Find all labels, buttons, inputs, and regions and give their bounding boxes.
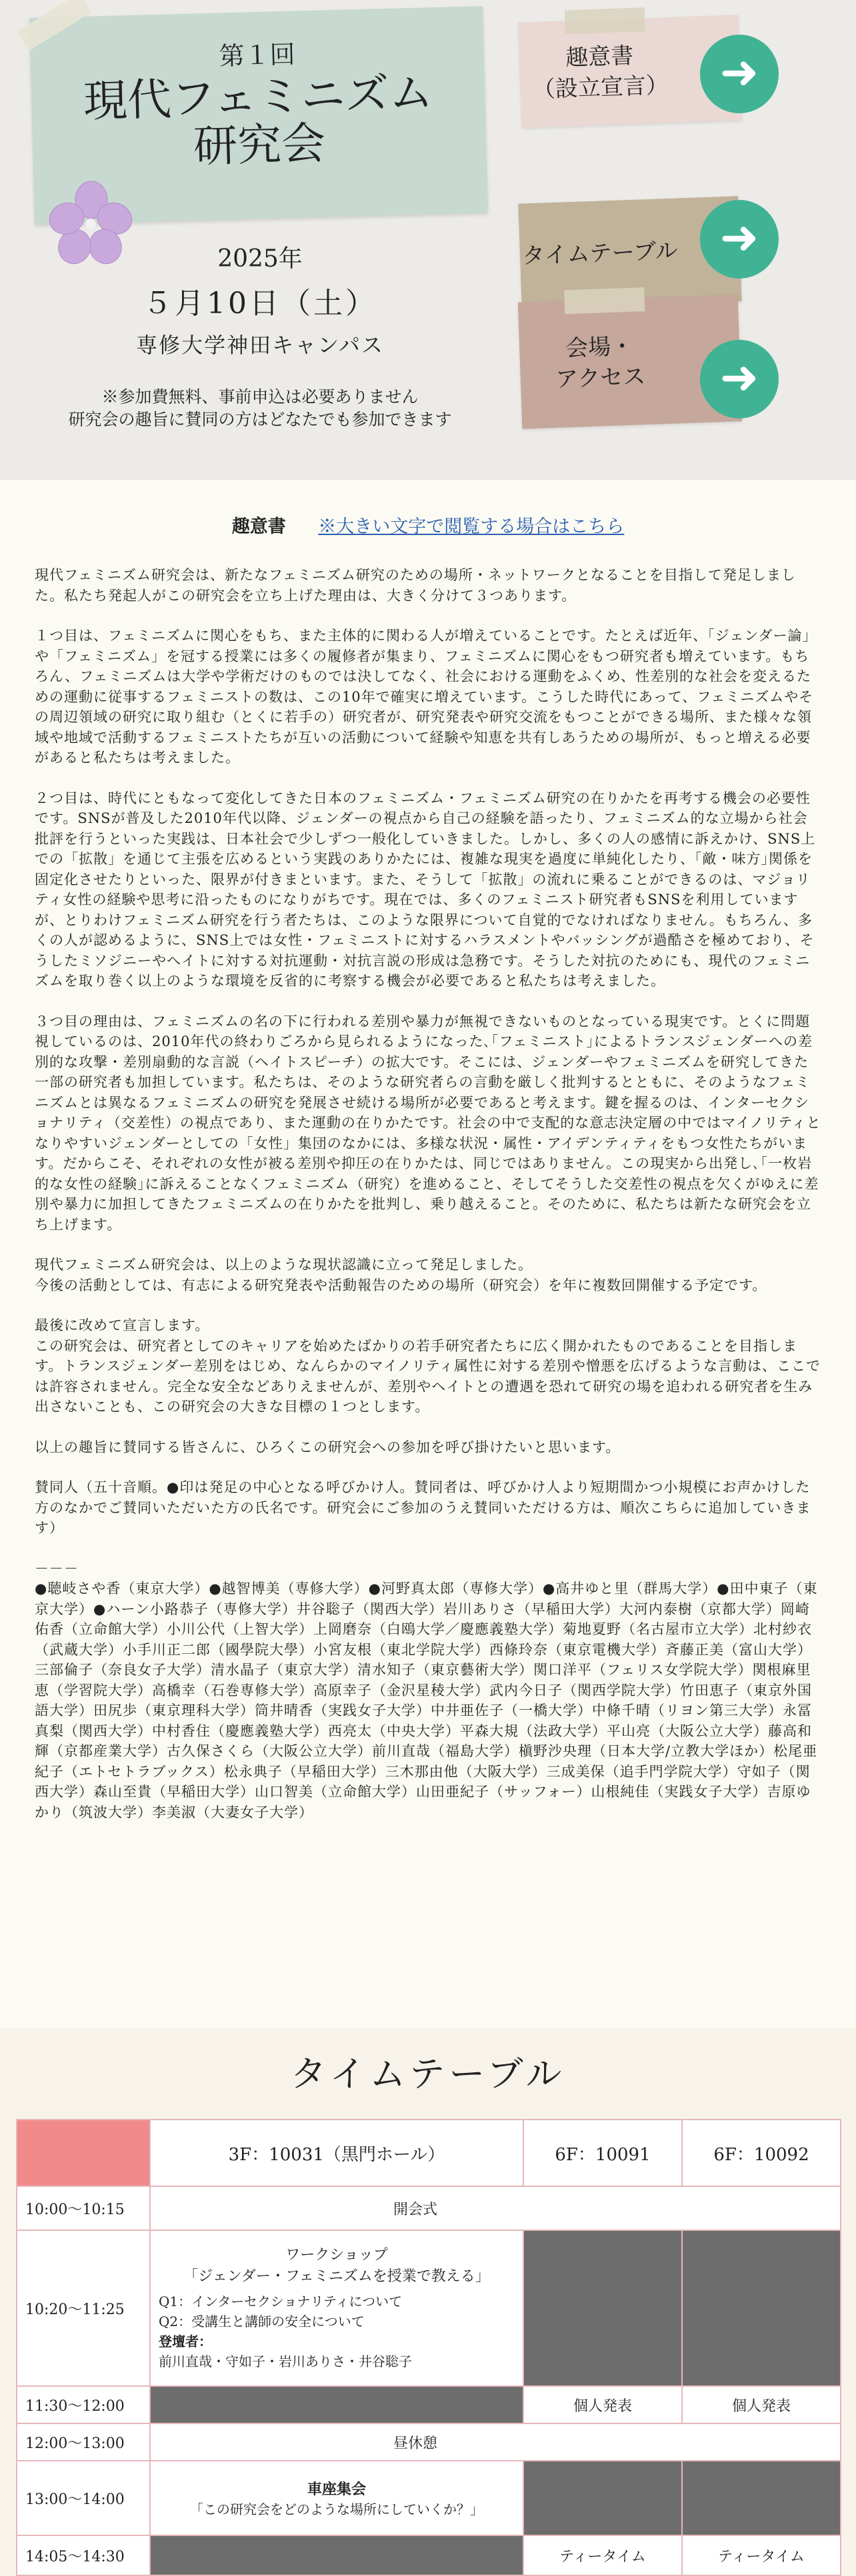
workshop-theme: 「ジェンダー・フェミニズムを授業で教える」 (183, 2268, 490, 2285)
link-label-line: 趣意書 (565, 42, 634, 72)
empty-cell (523, 2230, 682, 2386)
paragraph: 最後に改めて宣言します。 この研究会は、研究者としてのキャリアを始めたばかりの若手研究者たちに広く開かれたものであることを目指します。トランスジェンダー差別をはじめ、なんらかのマイノリティ属性に対する差別や憎悪を広げるような言動は、ここでは許容されません。完全な安全などありえませんが、差別やヘイトとの遭遇を恐れて研究の場を追われる研究者を生み出さないことも、この研究会の大きな目標の１つとします。 (35, 1317, 821, 1415)
session-cell (150, 2186, 841, 2230)
table-header-row (17, 2120, 841, 2186)
time-cell: 11:30〜12:00 (17, 2386, 150, 2423)
paragraph: ２つ目は、時代にともなって変化してきた日本のフェミニズム・フェミニズム研究の在りかたを再考する機会の必要性です。SNSが普及した2010年代以降、ジェンダーの視点から自己の経験を語ったり、フェミニズム的な立場から社会批評を行うといった実践は、日本社会で少しずつ一般化していきました。しかし、多くの人の感情に訴えかけ、SNS上での「拡散」を通じて主張を広めるという実践のありかたには、複雑な現実を過度に単純化したり、｢敵・味方｣関係を固定化させたりといった、限界が付きまといます。また、そうして「拡散」の流れに乗ることができるのは、マジョリティ女性の経験や思考に沿ったものになりがちです。現在では、多くのフェミニスト研究者もSNSを利用していますが、とりわけフェミニズム研究を行う者たちは、このような限界について自覚的でなければなりません。もちろん、多くの人が認めるように、SNS上では女性・フェミニストに対するハラスメントやバッシングが過酷さを極めており、そうしたミソジニーやへイトに対する対抗運動・対抗言説の形成は急務です。そうした対抗のためにも、現代のフェミニズムを取り巻く以上のような環境を反省的に考察する機会が必要であると私たちは考えました。 (35, 790, 816, 989)
time-cell: 14:05〜14:30 (17, 2535, 150, 2575)
session-cell (150, 2461, 523, 2535)
session-title: 車座集会 (307, 2481, 366, 2498)
shuisho-body (35, 565, 821, 1842)
time-cell: 10:00〜10:15 (17, 2186, 150, 2230)
session-cell (150, 2423, 841, 2461)
date-block (0, 240, 520, 431)
timetable (16, 2119, 841, 2576)
question: Q2：受講生と講師の安全について (159, 2313, 365, 2329)
edition-label: 第１回 (219, 39, 296, 71)
supporters-list: ●聴岐さや香（東京大学）●越智博美（専修大学）●河野真太郎（専修大学）●高井ゆと里（群馬大学）●田中東子（東京大学）●ハーン小路恭子（専修大学）井谷聡子（関西大学）岩川ありさ（早稲田大学）大河内泰樹（京都大学）岡崎佑香（立命館大学）小川公代（上智大学）上岡磨奈（白鴎大学／慶應義塾大学）菊地夏野（名古屋市立大学）北村紗衣（武蔵大学）小手川正二郎（國學院大學）小宮友根（東北学院大学）西條玲奈（東京電機大学）斉藤正美（富山大学）三部倫子（奈良女子大学）清水晶子（東京大学）清水知子（東京藝術大学）関口洋平（フェリス女学院大学）関根麻里恵（学習院大学）高橋幸（石巻専修大学）高原幸子（金沢星稜大学）武内今日子（関西学院大学）竹田恵子（東京外国語大学）田尻歩（東京理科大学）筒井晴香（実践女子大学）中井亜佐子（一橋大学）中條千晴（リヨン第三大学）永冨真梨（関西大学）中村香住（慶應義塾大学）西亮太（中央大学）平森大規（法政大学）平山亮（大阪公立大学）藤高和輝（京都産業大学）古久保さくら（大阪公立大学）前川直哉（福島大学）槇野沙央理（日本大学/立教大学ほか）松尾亜紀子（エトセトラブックス）松永典子（早稲田大学）三木那由他（大阪大学）三成美保（追手門学院大学）守如子（関西大学）森山至貴（早稲田大学）山口智美（立命館大学）山田亜紀子（サッフォー）山根純佳（実践女子大学）吉原ゆかり（筑波大学）李美淑（大妻女子大学） (35, 1581, 818, 1820)
empty-cell (523, 2461, 682, 2535)
question: Q1：インターセクショナリティについて (159, 2293, 403, 2309)
shuisho-section (0, 480, 856, 2028)
empty-cell (150, 2535, 523, 2575)
workshop-title (159, 2245, 515, 2287)
separator: －－－ (35, 1560, 79, 1577)
session-cell: 個人発表 (682, 2386, 841, 2423)
paragraph: 以上の趣旨に賛同する皆さんに、ひろくこの研究会への参加を呼び掛けたいと思います。 (35, 1439, 621, 1455)
empty-cell (682, 2230, 841, 2386)
table-row (17, 2461, 841, 2535)
paragraph: ３つ目の理由は、フェミニズムの名の下に行われる差別や暴力が無視できないものとなっている現実です。とくに問題視しているのは、2010年代の終わりごろから見られるようになった､｢フェミニスト｣によるトランスジェンダーへの差別的な攻撃・差別扇動的な言説（ヘイトスピーチ）の拡大です。そこには、ジェンダーやフェミニズムを研究してきた一部の研究者も加担しています。私たちは、そのような研究者らの言動を厳しく批判するとともに、そのようなフェミニズムとは異なるフェミニズムの研究を発展させ続ける場所が必要であると考えます。鍵を握るのは、インターセクショナリティ（交差性）の視点であり、また運動の在りかたです。社会の中で支配的な意志決定層の中ではマイノリティとなりやすいジェンダーとしての「女性」集団のなかには、多様な状況・属性・アイデンティティをもつ女性たちがいます。だからこそ、それぞれの女性が被る差別や抑圧の在りかたは、同じではありません。この現実から出発し､｢一枚岩的な女性の経験｣に訴えることなくフェミニズム（研究）を進めること、そしてそうした交差性の視点を欠くがゆえに差別や暴力に加担してきたフェミニズムの在りかたを批判し、乗り越えること。そのために、私たちは新たな研究会を立ち上げます。 (35, 1013, 821, 1233)
empty-cell (682, 2461, 841, 2535)
link-label: タイムテーブル (521, 237, 679, 270)
empty-cell (150, 2386, 523, 2423)
title-line: 研究会 (193, 117, 327, 173)
workshop-details (159, 2291, 515, 2371)
table-row (17, 2535, 841, 2575)
session-cell: ティータイム (523, 2535, 682, 2575)
arrow-right-icon[interactable]: ➜ (700, 35, 779, 113)
arrow-right-icon[interactable]: ➜ (700, 200, 779, 279)
workshop-label: ワークショップ (285, 2247, 388, 2263)
session-cell: 個人発表 (523, 2386, 682, 2423)
table-row (17, 2423, 841, 2461)
link-label-line: （設立宣言） (532, 72, 669, 104)
room-header: 6F：10091 (523, 2120, 682, 2186)
link-label (518, 297, 682, 428)
title-line: 現代フェミニズム (83, 67, 434, 127)
event-year: 2025年 (217, 245, 303, 273)
notice-line: ※参加費無料、事前申込は必要ありません (101, 387, 419, 406)
arrow-right-icon[interactable]: ➜ (700, 340, 779, 418)
paragraph: １つ目は、フェミニズムに関心をもち、また主体的に関わる人が増えていることです。たとえば近年、｢ジェンダー論｣や「フェミニズム」を冠する授業には多くの履修者が集まり、フェミニズムに関心をもつ研究者も増えています。もちろん、フェミニズムは大学や学術だけのものでは決してなく、社会における運動をふくめ、性差別的な社会を変えるための運動に従事するフェミニストの数は、この10年で確実に増えています。こうした時代にあって、フェミニズムやその周辺領域の研究に取り組む（とくに若手の）研究者が、研究発表や研究交流をもつことができる場所、また様々な領域や地域で活動するフェミニストたちが互いの活動について経験や知恵を共有しあうための場所が、もっと増える必要があると私たちは考えました。 (35, 628, 814, 766)
paragraph: 現代フェミニズム研究会は、新たなフェミニズム研究のための場所・ネットワークとなることを目指して発足しました。私たち発起人がこの研究会を立ち上げた理由は、大きく分けて３つあります。 (35, 567, 796, 604)
speakers-label: 登壇者： (159, 2333, 212, 2349)
event-title (31, 67, 487, 175)
paragraph: 現代フェミニズム研究会は、以上のような現状認識に立って発足しました。 今後の活動としては、有志による研究発表や活動報告のための場所（研究会）を年に複数回開催する予定です。 (35, 1257, 767, 1293)
session-cell: ティータイム (682, 2535, 841, 2575)
event-date: ５月10日（土） (143, 287, 377, 321)
speakers: 前川直哉・守如子・岩川ありさ・井谷聡子 (159, 2353, 412, 2369)
section-title: 趣意書 (231, 516, 286, 537)
link-label-line: 会場・ (565, 332, 634, 362)
time-cell: 13:00〜14:00 (17, 2461, 150, 2535)
participation-notice (0, 386, 520, 431)
session-theme: 「この研究会をどのような場所にしていくか？」 (190, 2501, 483, 2517)
workshop-cell (150, 2230, 523, 2386)
table-row (17, 2386, 841, 2423)
session-label: 昼休憩 (393, 2435, 437, 2452)
timetable-title: タイムテーブル (290, 2053, 566, 2095)
session-label: 開会式 (393, 2201, 437, 2218)
header-corner (17, 2120, 150, 2186)
table-row (17, 2230, 841, 2386)
event-venue: 専修大学神田キャンパス (136, 332, 384, 358)
room-header: 3F：10031（黒門ホール） (150, 2120, 523, 2186)
link-label (518, 17, 681, 127)
link-label-line: アクセス (555, 363, 646, 393)
large-text-link[interactable]: ※大きい文字で閲覧する場合はこちら (318, 516, 625, 537)
time-cell: 12:00〜13:00 (17, 2423, 150, 2461)
supporters-intro: 賛同人（五十音順。●印は発足の中心となる呼びかけ人。賛同者は、呼びかけ人より短期間かつ小規模にお声かけした方のなかでご賛同いただいた方の氏名です。研究会にご参加のうえ賛同いただける方は、順次こちらに追加していきます） (35, 1479, 811, 1536)
table-row (17, 2186, 841, 2230)
notice-line: 研究会の趣旨に賛同の方はどなたでも参加できます (68, 410, 452, 429)
hero (0, 0, 856, 480)
section-header (0, 512, 856, 538)
room-header: 6F：10092 (682, 2120, 841, 2186)
time-cell: 10:20〜11:25 (17, 2230, 150, 2386)
